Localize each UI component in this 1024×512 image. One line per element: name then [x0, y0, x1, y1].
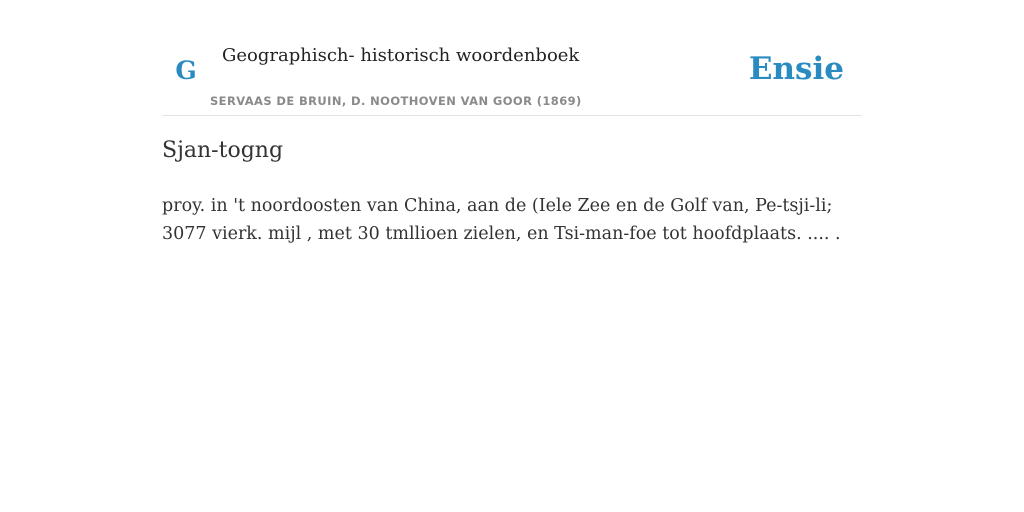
book-title[interactable]: Geographisch- historisch woordenboek	[222, 45, 580, 66]
book-letter-icon: G	[175, 56, 197, 85]
entry-text: proy. in 't noordoosten van China, aan de (Iele Zee en de Golf van, Pe-tsji-li; 3077 vierk. mijl , met 30 tmllioen zielen, en Tsi-man-foe tot hoofdplaats. .... .	[162, 196, 841, 244]
book-author: SERVAAS DE BRUIN, D. NOOTHOVEN VAN GOOR (1869)	[210, 94, 582, 108]
header	[162, 0, 862, 116]
ensie-logo[interactable]: Ensie	[748, 51, 844, 87]
entry-title: Sjan-togng	[162, 138, 284, 163]
page-container	[162, 0, 862, 244]
